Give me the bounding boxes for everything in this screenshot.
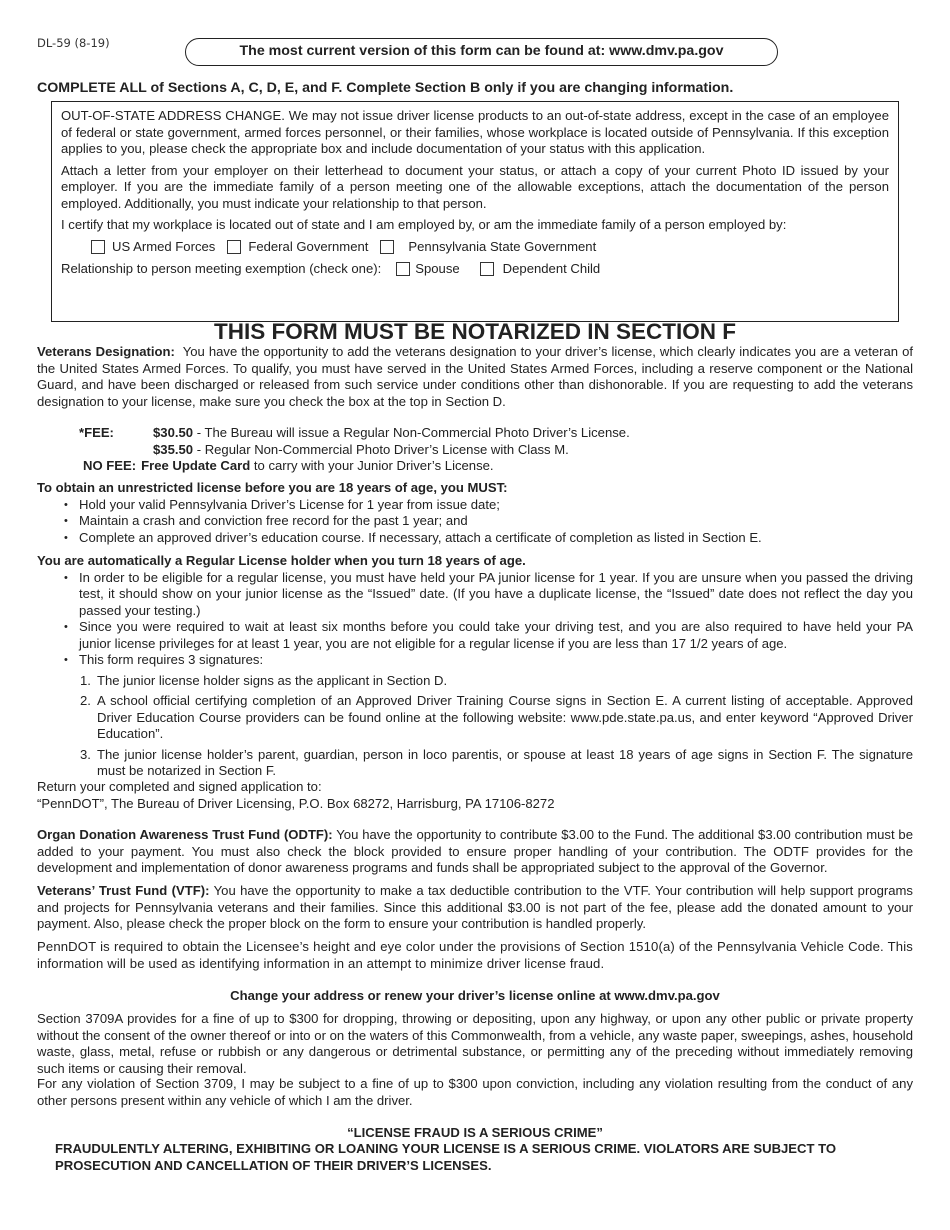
signature-item: 3. The junior license holder’s parent, guardian, person in loco parentis, or spouse at least 18 years of age signs in Section F. The signature must be notarized in Section F.: [80, 746, 913, 778]
return-instruction: Return your completed and signed application to:: [37, 779, 322, 794]
pa-state-government-label: Pennsylvania State Government: [408, 238, 597, 254]
list-item: • In order to be eligible for a regular license, you must have held your PA junior license for 1 year. If you are unsure when you passed the driving test, it should show on your junior license as the “Issued” date. (If you have a duplicate license, the “Issued” date does not reflect the day you passed your testing.): [37, 570, 913, 620]
veterans-designation: [37, 344, 913, 410]
out-of-state-address-box: [51, 101, 899, 322]
odtf-text: You have the opportunity to contribute $3.00 to the Fund. The additional $3.00 contribution must be added to your payment. You must also check the block provided to ensure proper handling of your contribution. The ODTF provides for the development and implementation of donor awareness programs and funds shall be appropriated subject to the approval of the Governor.: [37, 827, 913, 875]
unrestricted-section: [37, 480, 913, 546]
section-3709-notice: For any violation of Section 3709, I may be subject to a fine of up to $300 upon conviction, including any violation resulting from the conduct of any other persons present within any vehicle of which I am the driver.: [37, 1076, 913, 1108]
license-fraud-heading: “LICENSE FRAUD IS A SERIOUS CRIME”: [347, 1125, 603, 1140]
automatic-regular-heading: You are automatically a Regular License holder when you turn 18 years of age.: [37, 553, 526, 568]
unrestricted-heading: To obtain an unrestricted license before you are 18 years of age, you MUST:: [37, 480, 508, 495]
list-item: • Maintain a crash and conviction free record for the past 1 year; and: [37, 513, 913, 530]
height-eye-notice: PennDOT is required to obtain the Licensee’s height and eye color under the provisions of Section 1510(a) of the Pennsylvania Vehicle Code. This information will be used as identifying information in an attempt to minimize driver license fraud.: [37, 939, 913, 971]
current-version-banner: The most current version of this form can be found at: www.dmv.pa.gov: [185, 38, 778, 66]
fee-label: *FEE:: [79, 425, 114, 440]
fee1-amount: $30.50: [153, 425, 194, 440]
signature-item: 1. The junior license holder signs as the applicant in Section D.: [80, 672, 448, 688]
federal-government-checkbox[interactable]: [227, 240, 241, 254]
vtf-text: You have the opportunity to make a tax deductible contribution to the VTF. Your contribution will help support programs and projects for Pennsylvania veterans and their families. Since this additional $3.00 is not part of the fee, please add the donated amount to your payment. Also, please check the proper block on the form to ensure your contribution is handled properly.: [37, 883, 913, 931]
dependent-child-label: Dependent Child: [502, 261, 601, 276]
relationship-row: [61, 261, 889, 278]
form-number: DL-59 (8-19): [37, 36, 110, 50]
fee2-amount: $35.50: [153, 441, 194, 457]
fee2-text: - Regular Non-Commercial Photo Driver’s License with Class M.: [193, 441, 569, 457]
spouse-checkbox[interactable]: [396, 262, 410, 276]
fee-block: [79, 425, 779, 475]
employer-checkbox-row: [61, 239, 889, 256]
list-item: • This form requires 3 signatures:: [37, 652, 913, 669]
us-armed-forces-label: US Armed Forces: [112, 238, 216, 254]
attach-letter-paragraph: Attach a letter from your employer on their letterhead to document your status, or attach a copy of your current Photo ID issued by your employer. If you are the immediate family of a person meeting one of the allowable exceptions, attach the documentation of the person employed. Additionally, you must indicate your relationship to that person.: [61, 162, 889, 211]
signature-item: 2. A school official certifying completion of an Approved Driver Training Course signs in Section E. A current listing of acceptable. Approved Driver Education Course providers can be found online at the following website: www.pde.state.pa.us, and enter keyword “Approved Driver Education”.: [80, 693, 913, 741]
certify-statement: I certify that my workplace is located out of state and I am employed by, or am the immediate family of a person employed by:: [61, 217, 787, 232]
vtf-paragraph: [37, 883, 913, 933]
list-item: • Hold your valid Pennsylvania Driver’s License for 1 year from issue date;: [37, 497, 913, 514]
vtf-label: Veterans’ Trust Fund (VTF):: [37, 883, 210, 898]
return-mailing-address: “PennDOT”, The Bureau of Driver Licensing, P.O. Box 68272, Harrisburg, PA 17106-8272: [37, 795, 555, 811]
section-3709a-notice: Section 3709A provides for a fine of up to $300 for dropping, throwing or depositing, upon any highway, or upon any other public or private property without the consent of the owner thereof or into or on the waters of this Commonwealth, from a vehicle, any waste paper, sweepings, ashes, household waste, glass, metal, refuse or rubbish or any dangerous or detrimental substance, or permitting any of the preceding without immediately removing such items or causing their removal.: [37, 1011, 913, 1076]
veterans-designation-text: You have the opportunity to add the veterans designation to your driver’s license, which clearly indicates you are a veteran of the United States Armed Forces. To qualify, you must have served in the United States Armed Forces, including a reserve component or the National Guard, and have been discharged or released from such service under conditions other than dishonorable. If you are requesting to add the veterans designation to your license, make sure you check the box at the top in Section D.: [37, 344, 913, 409]
dependent-child-checkbox[interactable]: [480, 262, 494, 276]
veterans-designation-label: Veterans Designation:: [37, 344, 175, 359]
notarize-title: THIS FORM MUST BE NOTARIZED IN SECTION F: [213, 319, 737, 344]
automatic-regular-section: [37, 553, 913, 780]
list-item: • Complete an approved driver’s education course. If necessary, attach a certificate of completion as listed in Section E.: [37, 530, 913, 547]
relationship-label: Relationship to person meeting exemption (check one):: [61, 261, 382, 276]
out-of-state-paragraph: OUT-OF-STATE ADDRESS CHANGE. We may not issue driver license products to an out-of-state address, except in the case of an employee of federal or state government, armed forces personnel, or their families, whose workplace is located outside of Pennsylvania. If this exception applies to you, please check the appropriate box and include documentation of your status with this application.: [61, 108, 889, 156]
online-renewal-notice: Change your address or renew your driver’s license online at www.dmv.pa.gov: [230, 988, 720, 1003]
complete-sections-instruction: COMPLETE ALL of Sections A, C, D, E, and F. Complete Section B only if you are changing information.: [37, 80, 734, 96]
odtf-paragraph: [37, 827, 913, 877]
us-armed-forces-checkbox[interactable]: [91, 240, 105, 254]
no-fee-text: to carry with your Junior Driver’s License.: [250, 458, 494, 473]
no-fee-item: Free Update Card: [141, 458, 251, 473]
no-fee-label: NO FEE:: [83, 458, 137, 473]
federal-government-label: Federal Government: [248, 238, 369, 254]
license-fraud-warning: FRAUDULENTLY ALTERING, EXHIBITING OR LOANING YOUR LICENSE IS A SERIOUS CRIME. VIOLATORS ARE SUBJECT TO PROSECUTION AND CANCELLATION OF THEIR DRIVER’S LICENSES.: [55, 1141, 837, 1173]
return-address: [37, 779, 913, 812]
fee1-text: - The Bureau will issue a Regular Non-Commercial Photo Driver’s License.: [193, 425, 630, 440]
odtf-label: Organ Donation Awareness Trust Fund (ODTF):: [37, 827, 333, 842]
spouse-label: Spouse: [415, 261, 460, 276]
list-item: • Since you were required to wait at least six months before you could take your driving test, and you are also required to have held your PA junior license privileges for at least 1 year, you are not eligible for a regular license if you are less than 17 1/2 years of age.: [37, 619, 913, 652]
pa-state-government-checkbox[interactable]: [380, 240, 394, 254]
